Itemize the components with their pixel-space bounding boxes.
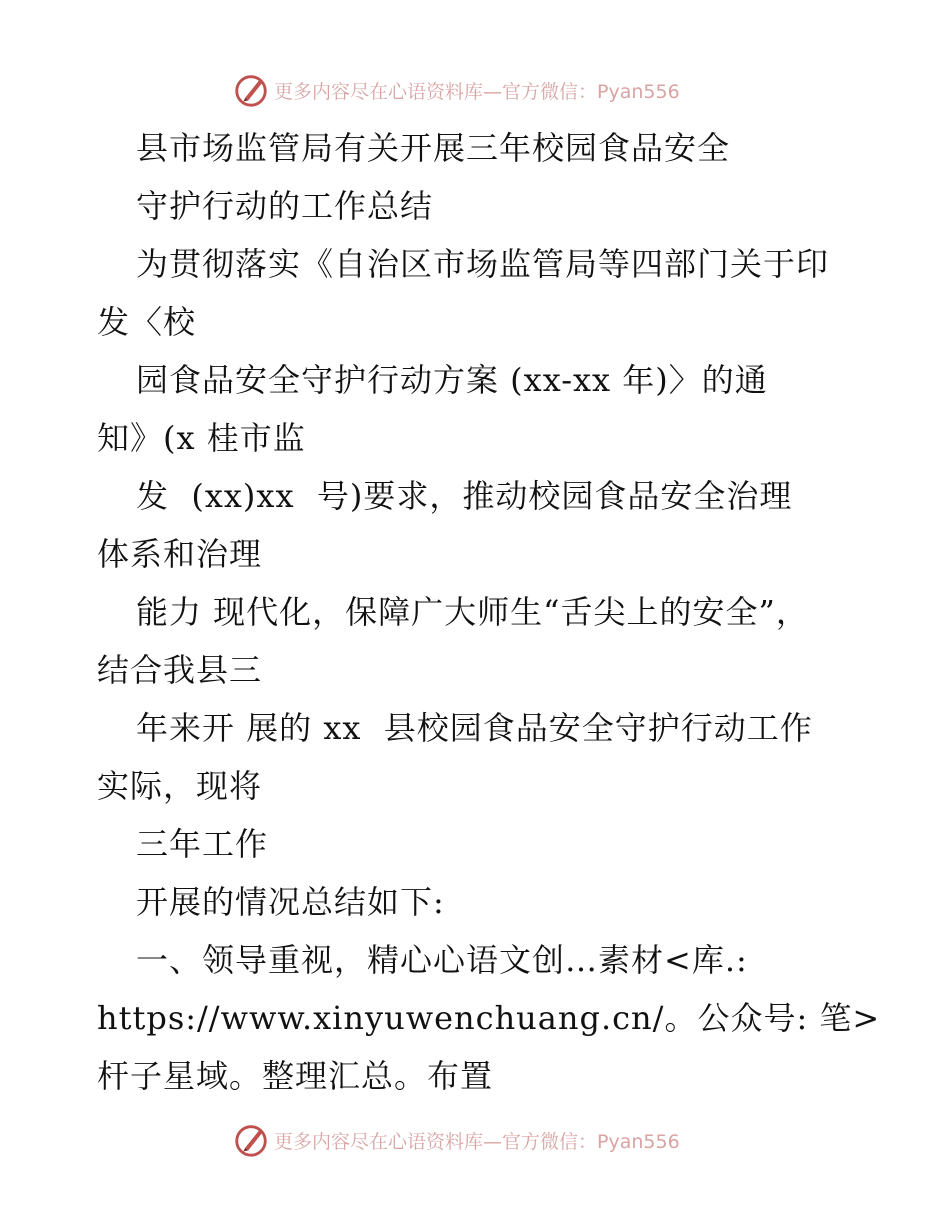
body-line: 开展的情况总结如下:: [136, 883, 445, 921]
body-line: 三年工作: [136, 825, 269, 863]
body-line: 结合我县三: [97, 651, 263, 689]
doc-title-line-2: 守护行动的工作总结: [136, 187, 434, 225]
body-line: 能力 现代化，保障广大师生“舌尖上的安全”，: [136, 593, 809, 631]
body-line: 体系和治理: [97, 535, 263, 573]
body-line: 发 (xx)xx 号)要求，推动校园食品安全治理: [136, 477, 793, 515]
section-heading: 一、领导重视，精心心语文创…素材<库.:: [136, 941, 748, 979]
watermark-text: 更多内容尽在心语资料库—官方微信：Pyan556: [274, 1130, 680, 1153]
body-line: 实际，现将: [97, 767, 263, 805]
url-line: https://www.xinyuwenchuang.cn/。公众号: 笔>: [97, 999, 881, 1037]
watermark-text: 更多内容尽在心语资料库—官方微信：Pyan556: [274, 80, 680, 103]
doc-title-line-1: 县市场监管局有关开展三年校园食品安全: [136, 129, 731, 167]
body-line: 发〈校: [97, 303, 197, 341]
pen-logo-icon: [232, 71, 270, 109]
footer-watermark: [232, 1120, 680, 1160]
pen-logo-icon: [232, 1121, 270, 1159]
body-line: 知》(x 桂市监: [97, 419, 306, 457]
body-line: 年来开 展的 xx 县校园食品安全守护行动工作: [136, 709, 813, 747]
body-line: 杆子星域。整理汇总。布置: [97, 1057, 494, 1095]
body-line: 为贯彻落实《自治区市场监管局等四部门关于印: [136, 245, 830, 283]
body-line: 园食品安全守护行动方案 (xx-xx 年)〉的通: [136, 361, 768, 399]
header-watermark: [232, 70, 680, 110]
